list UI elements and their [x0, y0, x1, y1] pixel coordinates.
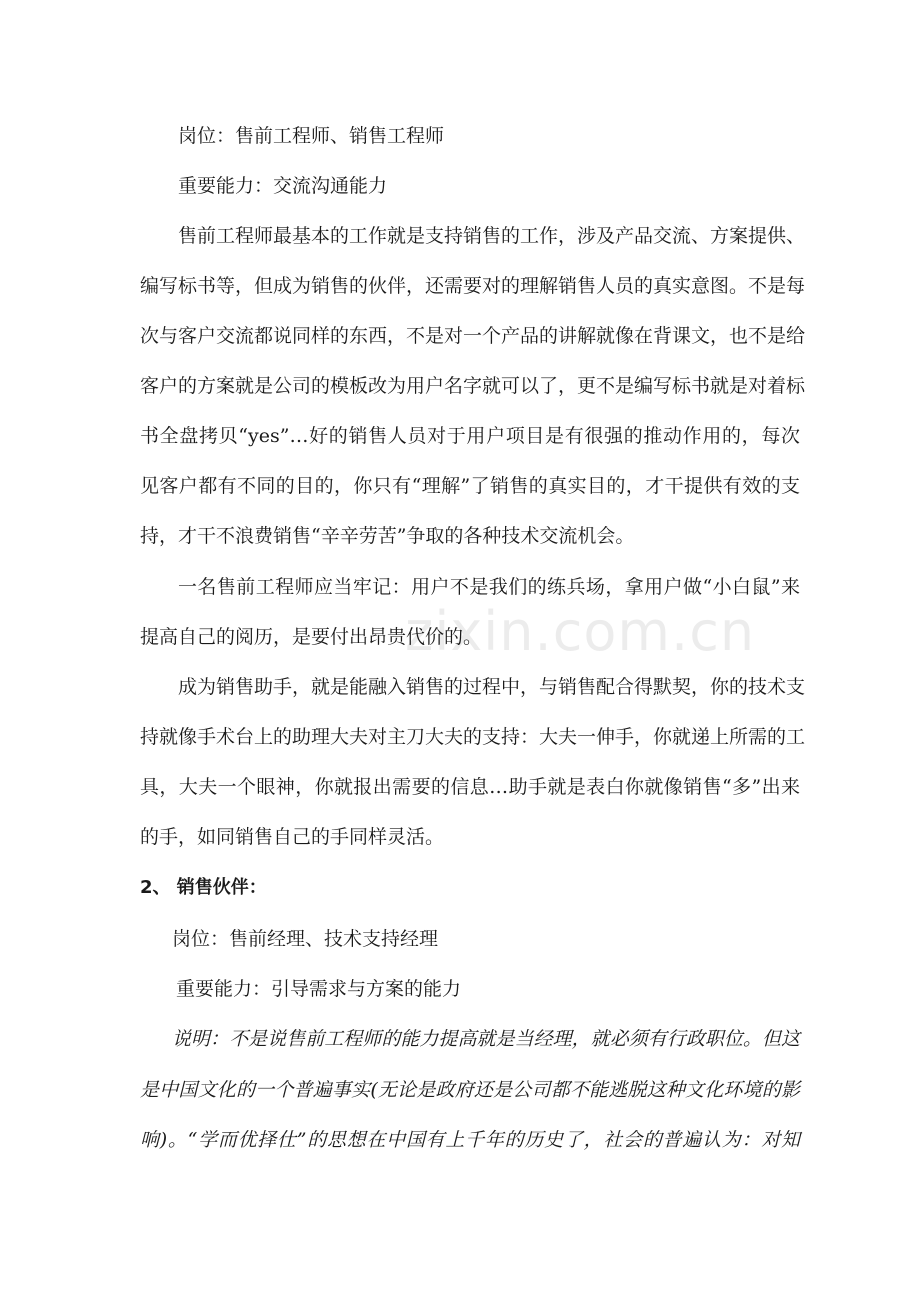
paragraph-line: 次与客户交流都说同样的东西，不是对一个产品的讲解就像在背课文，也不是给 [140, 325, 806, 347]
position-line: 岗位：售前经理、技术支持经理 [172, 928, 439, 950]
paragraph-line: 具，大夫一个眼神，你就报出需要的信息…助手就是表白你就像销售“多”出来 [140, 776, 800, 798]
paragraph-line: 书全盘拷贝“yes”…好的销售人员对于用户项目是有很强的推动作用的，每次 [140, 425, 800, 447]
paragraph-line: 一名售前工程师应当牢记：用户不是我们的练兵场，拿用户做“小白鼠”来 [178, 576, 800, 598]
paragraph-line: 持，才干不浪费销售“辛辛劳苦”争取的各种技术交流机会。 [140, 525, 635, 547]
paragraph-line: 成为销售助手，就是能融入销售的过程中，与销售配合得默契，你的技术支 [178, 676, 806, 698]
watermark-text: zixin.com.cn [405, 600, 756, 663]
position-line: 岗位：售前工程师、销售工程师 [178, 125, 445, 147]
paragraph-line: 见客户都有不同的目的，你只有“理解”了销售的真实目的，才干提供有效的支 [140, 475, 800, 497]
paragraph-line: 持就像手术台上的助理大夫对主刀大夫的支持：大夫一伸手，你就递上所需的工 [140, 726, 806, 748]
ability-line: 重要能力：引导需求与方案的能力 [176, 978, 462, 1000]
paragraph-line: 客户的方案就是公司的模板改为用户名字就可以了，更不是编写标书就是对着标 [140, 375, 806, 397]
note-line: 响)。“学而优择仕”的思想在中国有上千年的历史了，社会的普遍认为：对知 [140, 1129, 800, 1151]
paragraph-line: 编写标书等，但成为销售的伙伴，还需要对的理解销售人员的真实意图。不是每 [140, 275, 806, 297]
note-line: 是中国文化的一个普遍事实(无论是政府还是公司都不能逃脱这种文化环境的影 [140, 1079, 800, 1101]
paragraph-line: 的手，如同销售自己的手同样灵活。 [140, 826, 445, 848]
paragraph-line: 提高自己的阅历，是要付出昂贵代价的。 [140, 626, 483, 648]
ability-line: 重要能力：交流沟通能力 [178, 175, 388, 197]
paragraph-line: 售前工程师最基本的工作就是支持销售的工作，涉及产品交流、方案提供、 [178, 225, 806, 247]
section-heading: 2、 销售伙伴： [140, 877, 267, 898]
note-line: 说明：不是说售前工程师的能力提高就是当经理，就必须有行政职位。但这 [172, 1028, 800, 1050]
